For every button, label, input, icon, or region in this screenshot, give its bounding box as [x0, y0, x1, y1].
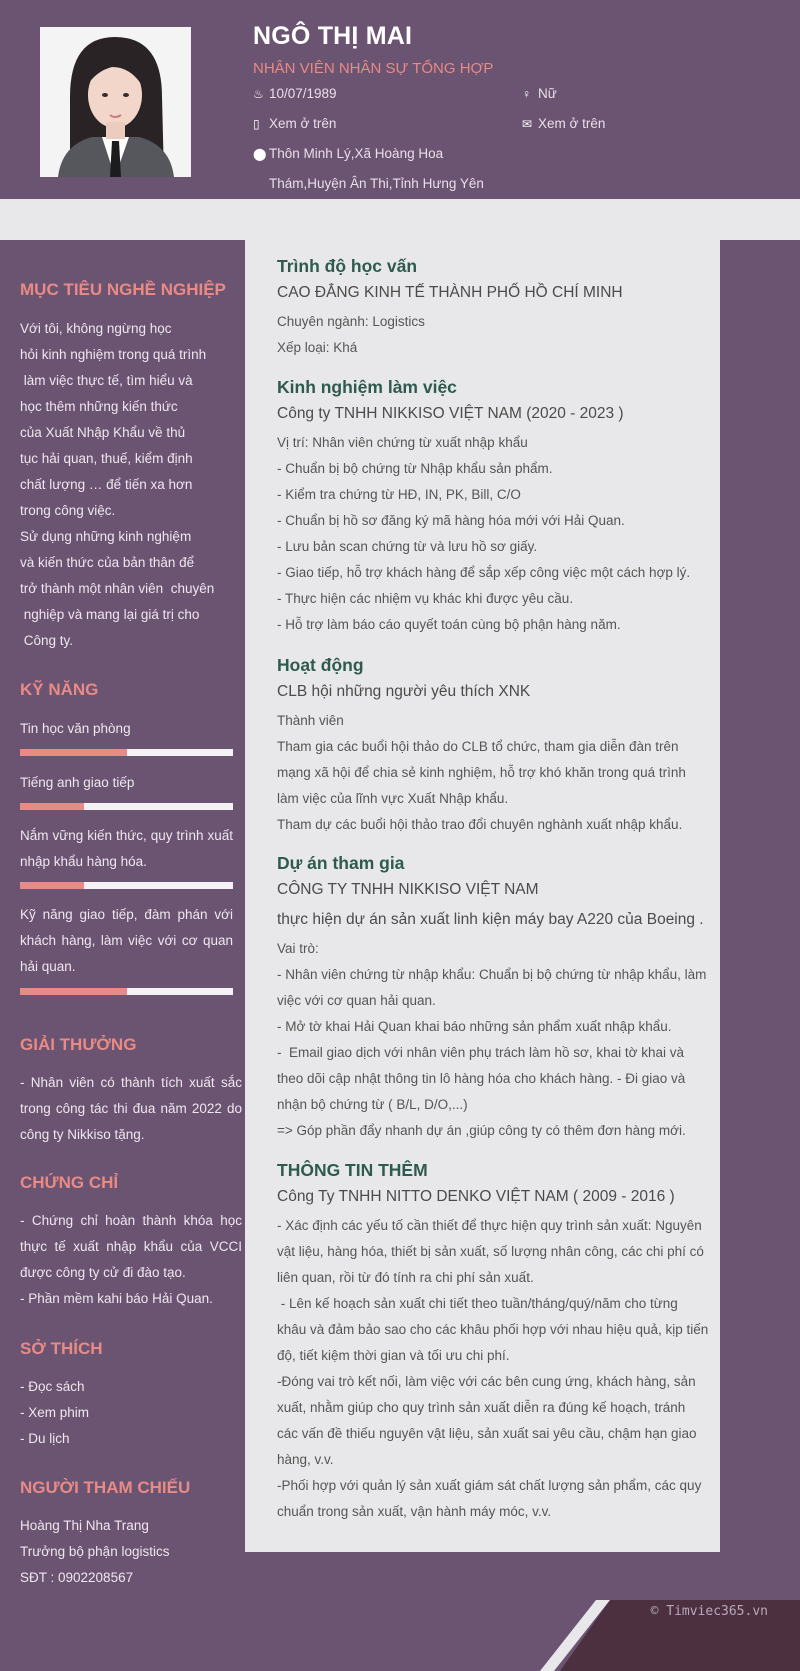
extra-line: độ, tiết kiệm thời gian và tối ưu chi phí. [277, 1348, 510, 1363]
experience-line: Vị trí: Nhân viên chứng từ xuất nhập khẩu [277, 435, 528, 450]
objective-line: làm việc thực tế, tìm hiểu và [20, 373, 193, 388]
objective-line: Sử dụng những kinh nghiệm [20, 529, 192, 544]
extra-title: THÔNG TIN THÊM [277, 1160, 428, 1180]
email-row [522, 116, 605, 131]
extra-line: -Phối hợp với quản lý sản xuất giám sát chất lượng sản phẩm, các quy [277, 1478, 702, 1493]
female-icon: ♀ [522, 87, 531, 101]
objective-line: nghiệp và mang lại giá trị cho [20, 607, 200, 622]
objective-line: và kiến thức của bản thân để [20, 555, 195, 570]
cake-icon: ♨ [253, 87, 264, 101]
cv-header [0, 0, 800, 199]
objective-line: trong công việc. [20, 503, 116, 518]
objective-line: Công ty. [20, 633, 74, 648]
references-title: NGƯỜI THAM CHIẾU [20, 1478, 191, 1497]
experience-line: - Lưu bản scan chứng từ và lưu hồ sơ giấy. [277, 539, 538, 554]
extra-line: - Lên kế hoạch sản xuất chi tiết theo tuần/tháng/quý/năm cho từng [277, 1296, 678, 1311]
extra-line: các vấn đề thiếu nguyên vật liệu, sản xuất sai yêu cầu, chậm hạn giao [277, 1426, 697, 1441]
skill-level-fill [20, 882, 84, 889]
phone-icon: ▯ [253, 117, 260, 131]
objective-line: Với tôi, không ngừng học [20, 321, 172, 336]
experience-line: - Thực hiện các nhiệm vụ khác khi được yêu cầu. [277, 591, 574, 606]
reference-line: Hoàng Thị Nha Trang [20, 1518, 149, 1533]
objective-line: của Xuất Nhập Khẩu về thủ [20, 425, 186, 440]
candidate-role: NHÂN VIÊN NHÂN SỰ TỔNG HỢP [253, 60, 494, 77]
objective-title: MỤC TIÊU NGHỀ NGHIỆP [20, 280, 226, 299]
skill-level-bar [20, 988, 233, 995]
experience-details [277, 430, 719, 638]
projects-line: - Email giao dịch với nhân viên phụ trách làm hồ sơ, khai tờ khai và [277, 1045, 685, 1060]
experience-title: Kinh nghiệm làm việc [277, 377, 457, 397]
awards-title: GIẢI THƯỞNG [20, 1035, 137, 1054]
projects-line: - Nhân viên chứng từ nhập khẩu: Chuẩn bị bộ chứng từ nhập khẩu, làm [277, 967, 707, 982]
copyright-text: © Timviec365.vn [650, 1604, 768, 1619]
activities-line: mạng xã hội để chia sẻ kinh nghiệm, hỗ trợ khó khăn trong quá trình [277, 765, 686, 780]
projects-line: Vai trò: [277, 941, 319, 956]
experience-company: Công ty TNHH NIKKISO VIỆT NAM (2020 - 2023 ) [277, 405, 624, 422]
candidate-name: NGÔ THỊ MAI [253, 22, 413, 50]
address-line2: Thám,Huyện Ân Thi,Tỉnh Hưng Yên [269, 176, 484, 191]
certificate-item: - Phần mềm kahi báo Hải Quan. [20, 1291, 213, 1306]
address-line1: Thôn Minh Lý,Xã Hoàng Hoa [269, 146, 444, 161]
header-divider-band [0, 199, 800, 240]
projects-company: CÔNG TY TNHH NIKKISO VIỆT NAM [277, 881, 539, 898]
skill-level-bar [20, 882, 233, 889]
activities-line: Tham gia các buổi hội thảo do CLB tổ chức, tham gia diễn đàn trên [277, 739, 679, 754]
projects-line: theo dõi cập nhật thông tin lô hàng hóa cho khách hàng. - Đi giao và [277, 1071, 686, 1086]
awards-text: - Nhân viên có thành tích xuất sắc trong công tác thi đua năm 2022 do công ty Nikkiso tặng. [20, 1075, 242, 1142]
phone-value: Xem ở trên [269, 116, 337, 131]
hobbies-list [20, 1374, 242, 1452]
experience-line: - Giao tiếp, hỗ trợ khách hàng để sắp xếp công việc một cách hợp lý. [277, 565, 691, 580]
extra-line: vật liệu, hàng hóa, thiết bị sản xuất, số lượng nhân công, các chi phí có [277, 1244, 704, 1259]
phone-row [253, 116, 336, 131]
projects-name: thực hiện dự án sản xuất linh kiện máy bay A220 của Boeing . [277, 911, 704, 928]
activities-org: CLB hội những người yêu thích XNK [277, 683, 531, 700]
experience-line: - Chuẩn bị hồ sơ đăng ký mã hàng hóa mới với Hải Quan. [277, 513, 625, 528]
skill-level-bar [20, 749, 233, 756]
education-line: Xếp loại: Khá [277, 340, 358, 355]
skill-level-fill [20, 803, 84, 810]
objective-line: học thêm những kiến thức [20, 399, 178, 414]
extra-line: khâu và đảm bảo sao cho các khâu phối hợp với nhau hiệu quả, kịp tiến [277, 1322, 709, 1337]
reference-line: Trưởng bộ phận logistics [20, 1544, 170, 1559]
objective-line: hỏi kinh nghiệm trong quá trình [20, 347, 207, 362]
right-strip [720, 240, 800, 1552]
extra-line: xuất, nhằm giúp cho quy trình sản xuất diễn ra đúng kế hoạch, tránh [277, 1400, 686, 1415]
address-row-2 [269, 176, 484, 191]
projects-line: => Góp phần đẩy nhanh dự án ,giúp công ty có thêm đơn hàng mới. [277, 1123, 686, 1138]
skills-title: KỸ NĂNG [20, 680, 99, 699]
objective-line: tục hải quan, thuế, kiểm định [20, 451, 193, 466]
experience-line: - Chuẩn bị bộ chứng từ Nhập khẩu sản phẩm. [277, 461, 553, 476]
objective-text [20, 316, 242, 654]
skill-label: Tin học văn phòng [20, 721, 131, 736]
projects-line: việc với cơ quan hải quan. [277, 993, 436, 1008]
hobby-item: - Đọc sách [20, 1379, 85, 1394]
projects-line: nhận bộ chứng từ ( B/L, D/O,...) [277, 1097, 468, 1112]
envelope-icon: ✉ [522, 117, 533, 131]
email-value: Xem ở trên [538, 116, 606, 131]
projects-title: Dự án tham gia [277, 853, 405, 873]
reference-line: SĐT : 0902208567 [20, 1570, 134, 1585]
projects-details [277, 936, 719, 1144]
gender-row [522, 86, 557, 101]
hobby-item: - Xem phim [20, 1405, 90, 1420]
projects-line: - Mở tờ khai Hải Quan khai báo những sản phẩm xuất nhập khẩu. [277, 1019, 672, 1034]
extra-line: liên quan, rồi từ đó tính ra chi phí sản xuất. [277, 1270, 534, 1285]
skill-label: Kỹ năng giao tiếp, đàm phán với khách hàng, làm việc với cơ quan hải quan. [20, 907, 233, 974]
activities-line: Tham dự các buổi hội thảo trao đổi chuyên nghành xuất nhập khẩu. [277, 817, 683, 832]
certificates-title: CHỨNG CHỈ [20, 1173, 119, 1192]
education-school: CAO ĐẲNG KINH TẾ THÀNH PHỐ HỒ CHÍ MINH [277, 284, 623, 301]
activities-line: Thành viên [277, 713, 344, 728]
extra-company: Công Ty TNHH NITTO DENKO VIỆT NAM ( 2009 - 2016 ) [277, 1188, 675, 1205]
address-row [253, 146, 443, 161]
activities-details [277, 708, 719, 838]
skill-label: Tiếng anh giao tiếp [20, 775, 135, 790]
education-line: Chuyên ngành: Logistics [277, 314, 425, 329]
extra-line: chuẩn trong sản xuất, vận hành máy móc, v.v. [277, 1504, 552, 1519]
skill-level-fill [20, 988, 127, 995]
birthday-value: 10/07/1989 [269, 86, 337, 101]
extra-line: - Xác định các yếu tố cần thiết để thực hiện quy trình sản xuất: Nguyên [277, 1218, 702, 1233]
activities-line: làm việc của lĩnh vực Xuất Nhập khẩu. [277, 791, 509, 806]
extra-line: -Đóng vai trò kết nối, làm việc với các bên cung ứng, khách hàng, sản [277, 1374, 696, 1389]
hobbies-title: SỞ THÍCH [20, 1339, 103, 1358]
objective-line: trở thành một nhân viên chuyên [20, 581, 215, 596]
references-text [20, 1513, 242, 1591]
map-pin-icon: ⬤ [253, 147, 267, 161]
education-title: Trình độ học vấn [277, 256, 418, 276]
activities-title: Hoạt động [277, 655, 364, 675]
hobby-item: - Du lịch [20, 1431, 70, 1446]
skill-label: Nắm vững kiến thức, quy trình xuất nhập khẩu hàng hóa. [20, 828, 233, 869]
skill-level-fill [20, 749, 127, 756]
certificates-text [20, 1208, 242, 1312]
gender-value: Nữ [538, 86, 557, 101]
experience-line: - Hỗ trợ làm báo cáo quyết toán cùng bộ phận hàng năm. [277, 617, 621, 632]
extra-details [277, 1213, 719, 1525]
profile-photo [40, 27, 191, 177]
objective-line: chất lượng … để tiến xa hơn [20, 477, 193, 492]
education-details [277, 309, 719, 361]
skill-level-bar [20, 803, 233, 810]
extra-line: hàng, v.v. [277, 1452, 334, 1467]
birthday-row [253, 86, 337, 101]
certificate-item: - Chứng chỉ hoàn thành khóa học thực tế xuất nhập khẩu của VCCI được công ty cử đi đào tạo. [20, 1213, 242, 1280]
experience-line: - Kiểm tra chứng từ HĐ, IN, PK, Bill, C/O [277, 487, 521, 502]
